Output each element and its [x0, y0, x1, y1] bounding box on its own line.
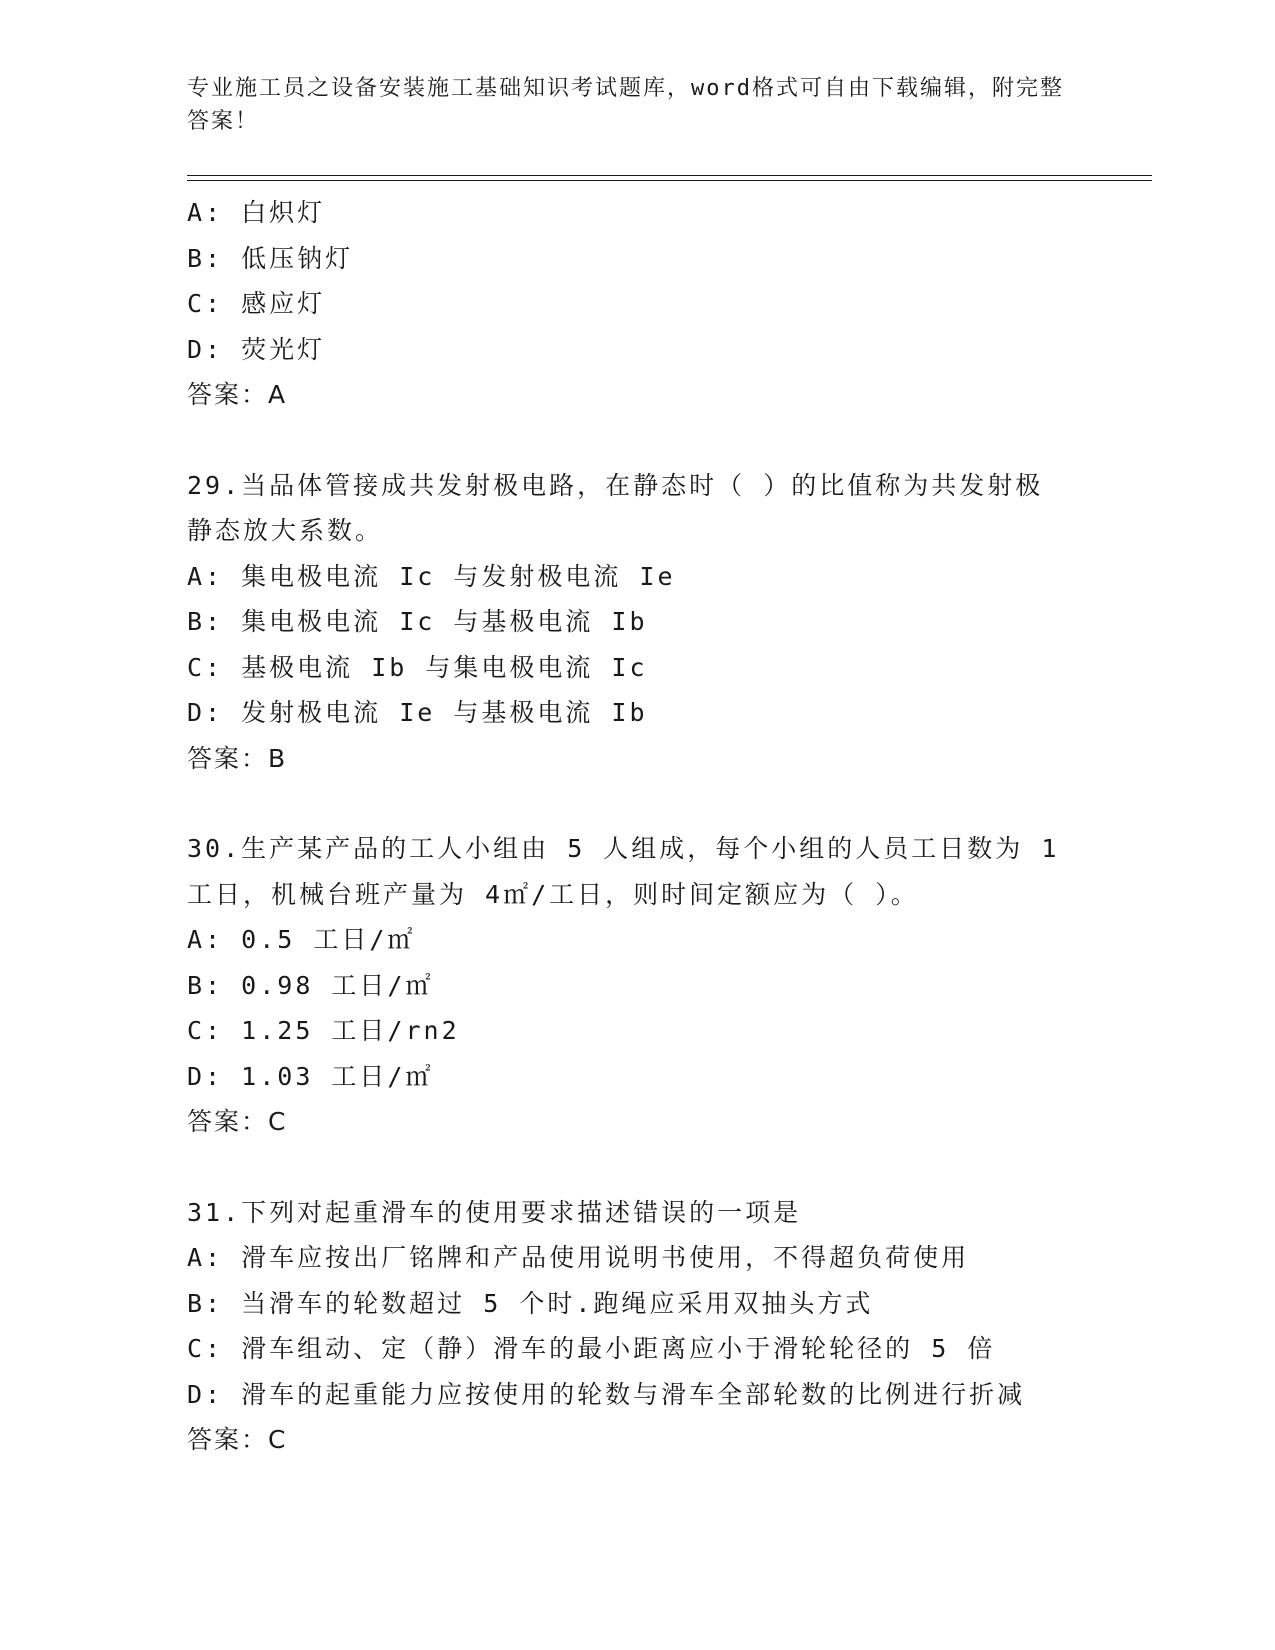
document-header: 专业施工员之设备安装施工基础知识考试题库，word格式可自由下载编辑，附完整答案！: [187, 76, 1064, 134]
option-a: A: 集电极电流 Ic 与发射极电流 Ie: [187, 561, 676, 591]
answer-line: 答案：B: [187, 743, 288, 773]
header-rule-bottom: [187, 180, 1152, 181]
header-rule-top: [187, 175, 1152, 176]
answer-line: 答案：C: [187, 1425, 288, 1454]
question-31: [187, 1190, 1147, 1463]
question-list: [187, 190, 1147, 1463]
answer-line: 答案：A: [187, 380, 288, 409]
option-b: B: 当滑车的轮数超过 5 个时.跑绳应采用双抽头方式: [187, 1288, 874, 1318]
option-b: B: 低压钠灯: [187, 243, 354, 273]
question-28-continuation: [187, 190, 1147, 418]
option-c: C: 滑车组动、定（静）滑车的最小距离应小于滑轮轮径的 5 倍: [187, 1334, 996, 1363]
option-a: A: 0.5 工日/㎡: [187, 925, 416, 954]
question-29: [187, 463, 1147, 782]
answer-line: 答案：C: [187, 1107, 288, 1136]
option-c: C: 感应灯: [187, 289, 326, 318]
option-d: D: 发射极电流 Ie 与基极电流 Ib: [187, 698, 648, 727]
question-stem: 31.下列对起重滑车的使用要求描述错误的一项是: [187, 1197, 802, 1227]
question-30: [187, 826, 1147, 1145]
question-stem: 29.当品体管接成共发射极电路，在静态时（ ）的比值称为共发射极静态放大系数。: [187, 470, 1044, 545]
option-c: C: 基极电流 Ib 与集电极电流 Ic: [187, 652, 648, 682]
option-c: C: 1.25 工日/rn2: [187, 1016, 460, 1045]
option-d: D: 荧光灯: [187, 334, 326, 364]
option-b: B: 0.98 工日/㎡: [187, 970, 434, 1000]
option-a: A: 白炽灯: [187, 198, 326, 227]
option-d: D: 1.03 工日/㎡: [187, 1061, 434, 1091]
option-d: D: 滑车的起重能力应按使用的轮数与滑车全部轮数的比例进行折减: [187, 1379, 1026, 1409]
question-stem: 30.生产某产品的工人小组由 5 人组成，每个小组的人员工日数为 1 工日，机械台班产量为 4㎡/工日，则时间定额应为（ ）。: [187, 834, 1060, 909]
option-b: B: 集电极电流 Ic 与基极电流 Ib: [187, 607, 648, 636]
option-a: A: 滑车应按出厂铭牌和产品使用说明书使用，不得超负荷使用: [187, 1243, 970, 1272]
